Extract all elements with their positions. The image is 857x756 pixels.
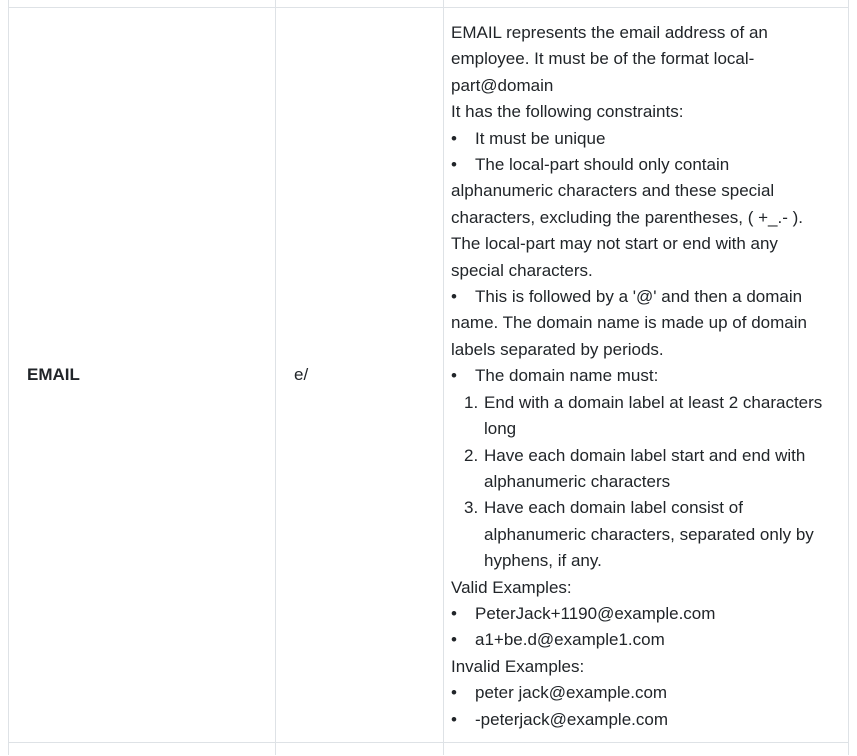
constraint-item: • It must be unique	[451, 126, 826, 152]
column-divider	[275, 0, 276, 755]
invalid-example-item: • -peterjack@example.com	[451, 707, 826, 733]
invalid-example-item: • peter jack@example.com	[451, 680, 826, 706]
bullet-icon: •	[451, 287, 457, 307]
bullet-icon: •	[451, 683, 457, 703]
bullet-icon: •	[451, 630, 457, 650]
description-intro: EMAIL represents the email address of an employee. It must be of the format local-part@domain	[451, 23, 768, 95]
parameter-prefix: e/	[294, 365, 309, 384]
previous-row-edge	[9, 0, 848, 8]
parameter-name-cell	[27, 8, 267, 742]
bullet-icon: •	[451, 155, 457, 175]
parameter-name: EMAIL	[27, 365, 80, 384]
domain-rule-item: 3. Have each domain label consist of alphanumeric characters, separated only by hyphens, if any.	[464, 498, 814, 571]
constraints-heading: It has the following constraints:	[451, 102, 684, 122]
bullet-icon: •	[451, 366, 457, 386]
bullet-icon: •	[451, 709, 457, 729]
constraint-item: • The domain name must:	[451, 363, 826, 389]
prefix-cell	[294, 8, 434, 742]
bullet-icon: •	[451, 128, 457, 148]
valid-example-item: • PeterJack+1190@example.com	[451, 601, 826, 627]
valid-example-item: • a1+be.d@example1.com	[451, 627, 826, 653]
column-divider	[443, 0, 444, 755]
invalid-examples-heading: Invalid Examples:	[451, 656, 585, 676]
domain-rule-item: 2. Have each domain label start and end with alphanumeric characters	[464, 445, 806, 491]
domain-rule-item: 1. End with a domain label at least 2 characters long	[464, 392, 823, 439]
next-row-edge	[9, 742, 848, 756]
constraint-item: • This is followed by a '@' and then a domain name. The domain name is made up of domain labels separated by periods.	[451, 284, 826, 363]
description-cell	[451, 20, 826, 733]
constraint-item: • The local-part should only contain alphanumeric characters and these special characters, excluding the parentheses, ( +_.- ). The local-part may not start or end with any special characters.	[451, 152, 826, 284]
valid-examples-heading: Valid Examples:	[451, 577, 572, 597]
bullet-icon: •	[451, 603, 457, 623]
domain-rules-list	[451, 390, 826, 575]
